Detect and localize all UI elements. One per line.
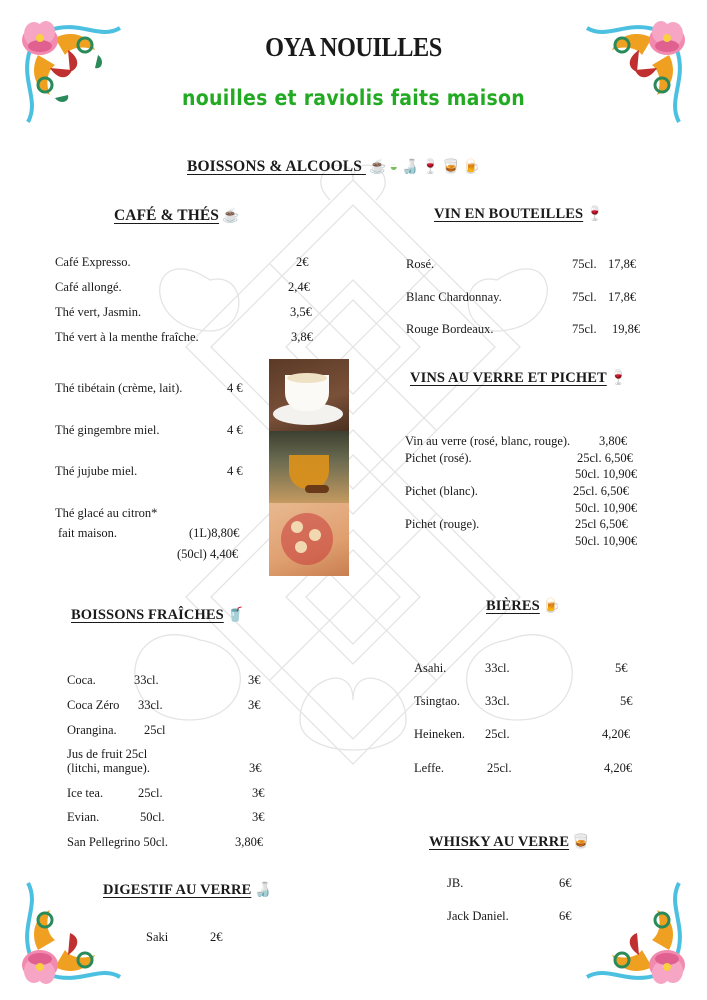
cafe-thes-heading — [114, 207, 240, 225]
item-name: Coca Zéro — [67, 698, 120, 712]
soda-cup-icon: 🥤 — [226, 608, 245, 623]
item-name: JB. — [447, 876, 464, 890]
item-name: Rouge Bordeaux. — [406, 322, 494, 336]
item-name: Ice tea. — [67, 786, 104, 800]
item-name: Pichet (blanc). — [405, 484, 478, 498]
item-size: 75cl. — [572, 290, 597, 304]
item-price: 2€ — [210, 930, 223, 944]
matcha-bowl-icon: ◒ — [389, 160, 399, 175]
item-size: 25cl — [144, 723, 166, 737]
item-price: 3€ — [249, 761, 262, 775]
vin-bouteilles-heading — [434, 206, 604, 223]
item-price-50cl: 50cl. 10,90€ — [575, 534, 638, 548]
whisky-heading — [429, 834, 590, 851]
ginger-honey-tea-photo — [269, 431, 349, 503]
item-price: 2,4€ — [288, 280, 310, 294]
item-name: Coca. — [67, 673, 96, 687]
item-name: Asahi. — [414, 661, 447, 675]
item-price-50cl: 50cl. 10,90€ — [575, 467, 638, 481]
item-name: Evian. — [67, 810, 100, 824]
item-price-1l: (1L)8,80€ — [189, 526, 240, 540]
item-name: Café allongé. — [55, 280, 122, 294]
boissons-fraiches-title: BOISSONS FRAÎCHES — [71, 607, 224, 623]
item-name-continued: (litchi, mangue). — [67, 761, 150, 775]
item-price: 4,20€ — [604, 761, 633, 775]
digestif-heading — [103, 882, 272, 899]
item-size: 33cl. — [485, 694, 510, 708]
restaurant-tagline: nouilles et raviolis faits maison — [182, 86, 525, 110]
item-size: 25cl. — [487, 761, 512, 775]
beer-mug-icon: 🍺 — [542, 599, 561, 614]
item-price: 3€ — [248, 698, 261, 712]
item-name: Vin au verre (rosé, blanc, rouge). — [405, 434, 571, 448]
item-name: San Pellegrino 50cl. — [67, 835, 169, 849]
restaurant-name: OYA NOUILLES — [265, 32, 442, 62]
item-price: 3,80€ — [599, 434, 628, 448]
item-price: 5€ — [615, 661, 628, 675]
item-name: Blanc Chardonnay. — [406, 290, 502, 304]
item-size: 75cl. — [572, 322, 597, 336]
item-size: 33cl. — [138, 698, 163, 712]
item-price: 3€ — [252, 786, 265, 800]
drinks-section-label: BOISSONS & ALCOOLS — [187, 158, 362, 175]
vin-bouteilles-title: VIN EN BOUTEILLES — [434, 206, 584, 222]
item-name: Jus de fruit 25cl — [67, 747, 148, 761]
wine-glass-icon: 🍷 — [421, 160, 440, 175]
item-price: 3€ — [252, 810, 265, 824]
item-price: 3,80€ — [235, 835, 264, 849]
item-name: Orangina. — [67, 723, 117, 737]
item-name: Heineken. — [414, 727, 466, 741]
item-name: Saki — [146, 930, 169, 944]
item-price: 5€ — [620, 694, 633, 708]
item-name: Thé jujube miel. — [55, 464, 138, 478]
coffee-icon: ☕ — [368, 160, 387, 175]
whisky-glass-icon: 🥃 — [442, 160, 460, 175]
tibetan-milk-tea-photo — [269, 359, 349, 431]
cafe-thes-title: CAFÉ & THÉS — [114, 207, 220, 224]
item-name: Thé gingembre miel. — [55, 423, 160, 437]
item-name: Pichet (rouge). — [405, 517, 480, 531]
item-name-continued: fait maison. — [58, 526, 118, 540]
sake-bottle-icon: 🍶 — [401, 160, 419, 175]
item-price: 17,8€ — [608, 257, 637, 271]
item-price: 2€ — [296, 255, 309, 269]
jujube-tea-photo — [269, 503, 349, 576]
item-price-25cl: 25cl. 6,50€ — [573, 484, 629, 498]
item-price: 3,8€ — [291, 330, 313, 344]
item-name: Leffe. — [414, 761, 444, 775]
item-price-50cl: (50cl) 4,40€ — [177, 547, 239, 561]
item-name: Thé glacé au citron* — [55, 506, 158, 520]
item-size: 33cl. — [485, 661, 510, 675]
item-price-50cl: 50cl. 10,90€ — [575, 501, 638, 515]
item-size: 25cl. — [138, 786, 163, 800]
item-price: 6€ — [559, 876, 572, 890]
whisky-title: WHISKY AU VERRE — [429, 834, 570, 850]
beer-mug-icon: 🍺 — [462, 160, 481, 175]
item-price: 3,5€ — [290, 305, 312, 319]
item-size: 75cl. — [572, 257, 597, 271]
tea-photo-strip — [269, 359, 349, 576]
sake-bottle-icon: 🍶 — [254, 883, 272, 898]
item-price: 3€ — [248, 673, 261, 687]
item-name: Rosé. — [406, 257, 435, 271]
item-price: 17,8€ — [608, 290, 637, 304]
wine-glass-icon: 🍷 — [609, 371, 628, 386]
item-price: 4 € — [227, 381, 243, 395]
item-name: Thé vert, Jasmin. — [55, 305, 142, 319]
boissons-fraiches-heading — [71, 607, 244, 624]
wine-glass-icon: 🍷 — [586, 207, 604, 222]
item-price: 4 € — [227, 464, 243, 478]
item-size: 33cl. — [134, 673, 159, 687]
item-price: 4,20€ — [602, 727, 631, 741]
item-price: 6€ — [559, 909, 572, 923]
item-size: 25cl. — [485, 727, 510, 741]
digestif-title: DIGESTIF AU VERRE — [103, 882, 252, 898]
whisky-glass-icon: 🥃 — [572, 835, 590, 850]
item-price: 4 € — [227, 423, 243, 437]
item-size: 50cl. — [140, 810, 165, 824]
item-name: Café Expresso. — [55, 255, 131, 269]
item-name: Jack Daniel. — [447, 909, 509, 923]
item-name: Tsingtao. — [414, 694, 460, 708]
coffee-icon: ☕ — [222, 209, 240, 224]
vins-verre-heading — [410, 370, 627, 387]
item-name: Thé tibétain (crème, lait). — [55, 381, 183, 395]
vins-verre-title: VINS AU VERRE ET PICHET — [410, 370, 607, 386]
item-price-25cl: 25cl 6,50€ — [575, 517, 628, 531]
drinks-section-title — [187, 158, 480, 176]
bieres-title: BIÈRES — [486, 598, 540, 614]
bieres-heading — [486, 598, 560, 615]
item-name: Thé vert à la menthe fraîche. — [55, 330, 199, 344]
item-price: 19,8€ — [612, 322, 641, 336]
item-name: Pichet (rosé). — [405, 451, 472, 465]
item-price-25cl: 25cl. 6,50€ — [577, 451, 633, 465]
